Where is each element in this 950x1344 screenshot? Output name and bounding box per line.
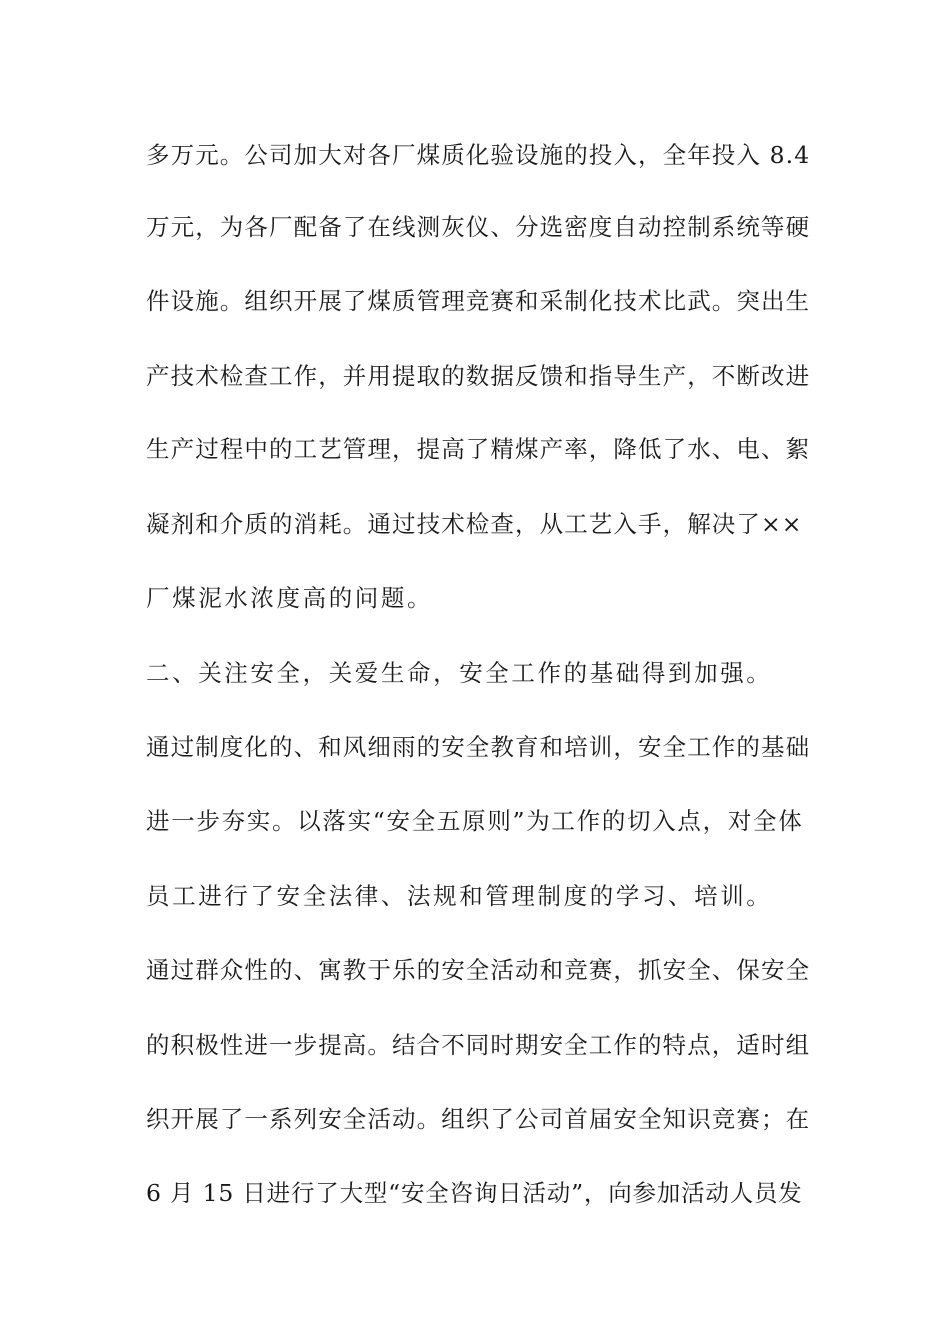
paragraph-line-7: 厂煤泥水浓度高的问题。	[146, 584, 434, 612]
paragraph-line-6: 凝剂和介质的消耗。通过技术检查，从工艺入手，解决了××	[146, 510, 803, 538]
paragraph-line-5: 生产过程中的工艺管理，提高了精煤产率，降低了水、电、絮	[146, 435, 811, 463]
paragraph-line-12: 通过群众性的、寓教于乐的安全活动和竞赛，抓安全、保安全	[146, 956, 811, 984]
paragraph-line-10: 进一步夯实。以落实“安全五原则”为工作的切入点，对全体	[146, 807, 804, 835]
paragraph-line-13: 的积极性进一步提高。结合不同时期安全工作的特点，适时组	[146, 1031, 811, 1059]
paragraph-line-4: 产技术检查工作，并用提取的数据反馈和指导生产，不断改进	[146, 362, 811, 390]
paragraph-line-14: 织开展了一系列安全活动。组织了公司首届安全知识竞赛；在	[146, 1105, 811, 1133]
section-heading: 二、关注安全，关爱生命，安全工作的基础得到加强。	[146, 659, 773, 687]
paragraph-line-2: 万元，为各厂配备了在线测灰仪、分选密度自动控制系统等硬	[146, 213, 811, 241]
paragraph-line-9: 通过制度化的、和风细雨的安全教育和培训，安全工作的基础	[146, 733, 811, 761]
paragraph-line-15: 6 月 15 日进行了大型“安全咨询日活动”，向参加活动人员发	[146, 1179, 803, 1207]
paragraph-line-3: 件设施。组织开展了煤质管理竞赛和采制化技术比武。突出生	[146, 287, 811, 315]
paragraph-line-11: 员工进行了安全法律、法规和管理制度的学习、培训。	[146, 882, 773, 910]
paragraph-line-1: 多万元。公司加大对各厂煤质化验设施的投入，全年投入 8.4	[146, 141, 811, 169]
